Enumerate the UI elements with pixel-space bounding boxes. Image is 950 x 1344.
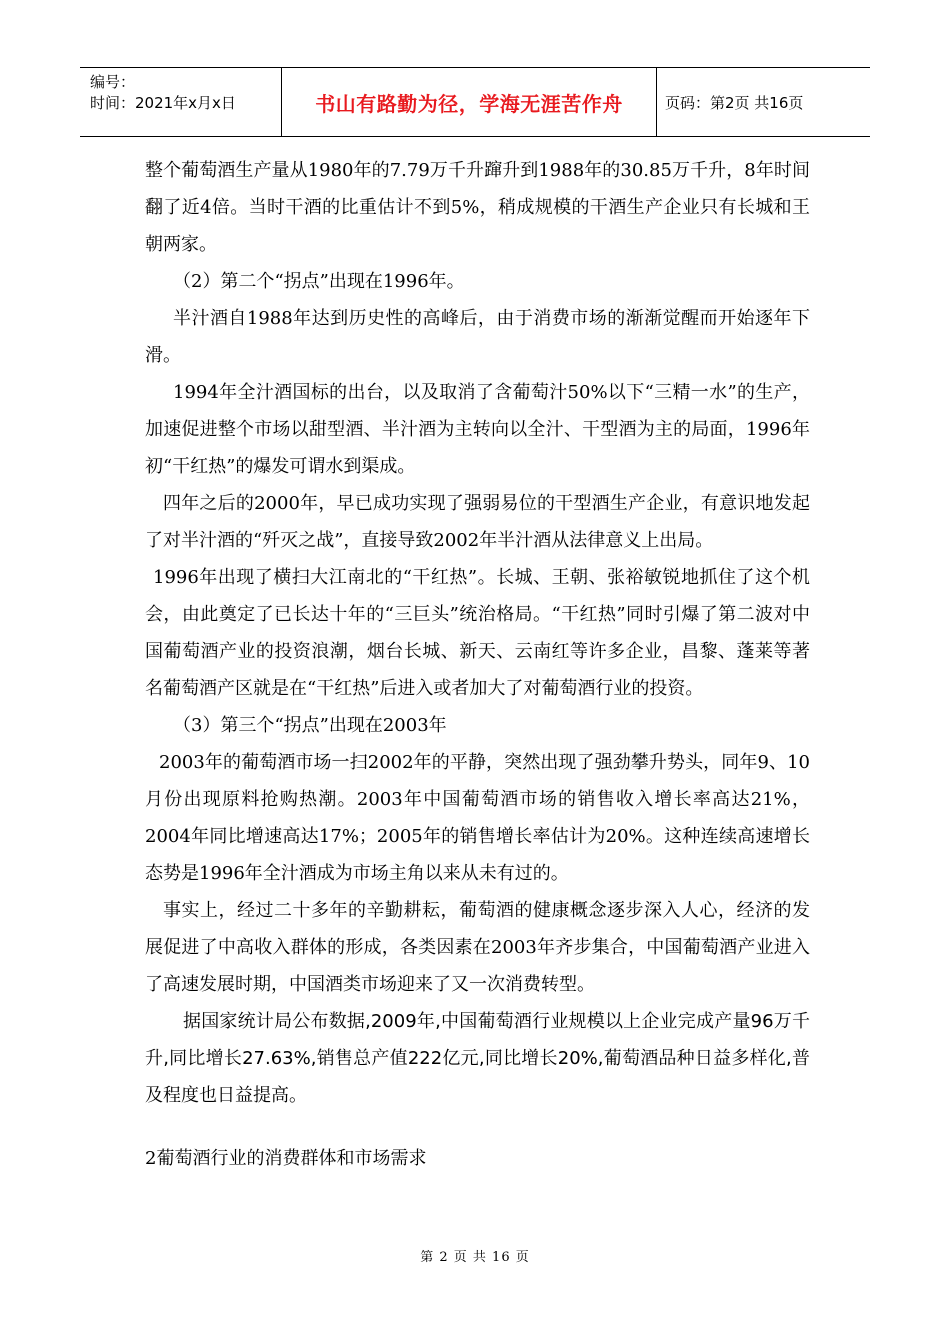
body-paragraph: 据国家统计局公布数据,2009年,中国葡萄酒行业规模以上企业完成产量96万千升,同比增长27.63%,销售总产值222亿元,同比增长20%,葡萄酒品种日益多样化,普及程度也日益提高。 — [145, 1011, 810, 1106]
header-meta — [80, 68, 282, 136]
header-motto-cell — [282, 68, 657, 136]
document-body — [145, 152, 810, 1177]
body-paragraph: 1996年出现了横扫大江南北的“干红热”。长城、王朝、张裕敏锐地抓住了这个机会，由此奠定了已长达十年的“三巨头”统治格局。“干红热”同时引爆了第二波对中国葡萄酒产业的投资浪潮，烟台长城、新天、云南红等许多企业，昌黎、蓬莱等著名葡萄酒产区就是在“干红热”后进入或者加大了对葡萄酒行业的投资。 — [145, 567, 810, 699]
document-date: 时间：2021年x月x日 — [90, 94, 236, 112]
body-paragraph: （3）第三个“拐点”出现在2003年 — [173, 715, 447, 736]
document-number-label: 编号： — [90, 73, 136, 91]
paragraph-gap — [145, 1114, 810, 1140]
body-paragraph: 2003年的葡萄酒市场一扫2002年的平静，突然出现了强劲攀升势头，同年9、10月份出现原料抢购热潮。2003年中国葡萄酒市场的销售收入增长率高达21%，2004年同比增速高达17%；2005年的销售增长率估计为20%。这种连续高速增长态势是1996年全汁酒成为市场主角以来从未有过的。 — [145, 752, 810, 884]
page-footer: 第 2 页 共 16 页 — [420, 1250, 530, 1265]
body-paragraph: （2）第二个“拐点”出现在1996年。 — [173, 271, 465, 292]
header-page-info: 页码：第2页 共16页 — [665, 93, 804, 112]
body-paragraph: 半汁酒自1988年达到历史性的高峰后，由于消费市场的渐渐觉醒而开始逐年下滑。 — [145, 308, 810, 366]
page-header — [80, 67, 870, 137]
body-paragraph: 事实上，经过二十多年的辛勤耕耘，葡萄酒的健康概念逐步深入人心，经济的发展促进了中高收入群体的形成，各类因素在2003年齐步集合，中国葡萄酒产业进入了高速发展时期，中国酒类市场迎来了又一次消费转型。 — [145, 900, 810, 995]
header-motto: 书山有路勤为径，学海无涯苦作舟 — [315, 91, 623, 116]
body-paragraph: 整个葡萄酒生产量从1980年的7.79万千升蹿升到1988年的30.85万千升，8年时间翻了近4倍。当时干酒的比重估计不到5%，稍成规模的干酒生产企业只有长城和王朝两家。 — [145, 160, 810, 255]
section-heading: 2葡萄酒行业的消费群体和市场需求 — [145, 1148, 427, 1169]
body-paragraph: 四年之后的2000年，早已成功实现了强弱易位的干型酒生产企业，有意识地发起了对半汁酒的“歼灭之战”，直接导致2002年半汁酒从法律意义上出局。 — [145, 493, 810, 551]
header-page-info-cell — [657, 68, 870, 136]
body-paragraph: 1994年全汁酒国标的出台，以及取消了含葡萄汁50%以下“三精一水”的生产，加速促进整个市场以甜型酒、半汁酒为主转向以全汁、干型酒为主的局面，1996年初“干红热”的爆发可谓水到渠成。 — [145, 382, 810, 477]
